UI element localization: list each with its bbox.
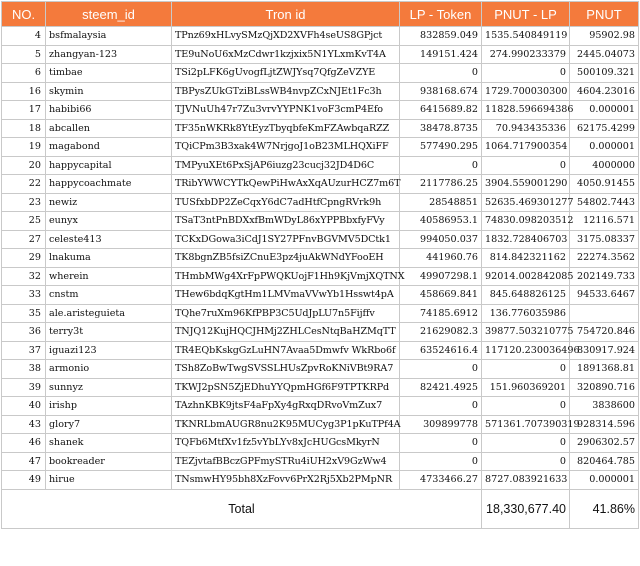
cell-no: 46: [2, 434, 46, 453]
cell-pnut-lp: 8727.083921633: [482, 471, 570, 490]
cell-steem-id: happycapital: [46, 156, 172, 175]
cell-no: 4: [2, 27, 46, 46]
cell-no: 29: [2, 249, 46, 268]
cell-tron-id: TK8bgnZB5fsiZCnuE3pz4juAkWNdYFooEH: [172, 249, 400, 268]
cell-tron-id: TPnz69xHLvySMzQjXD2XVFh4seUS8GPjct: [172, 27, 400, 46]
cell-tron-id: TBPysZUkGTziBLssWB4nvpZCxNJEt1Fc3h: [172, 82, 400, 101]
cell-no: 19: [2, 138, 46, 157]
cell-pnut: 95902.98: [570, 27, 639, 46]
table-body: [2, 27, 639, 490]
cell-pnut-lp: 0: [482, 397, 570, 416]
cell-tron-id: TCKxDGowa3iCdJ1SY27PFnvBGVMV5DCtk1: [172, 230, 400, 249]
cell-lp-token: 38478.8735: [400, 119, 482, 138]
cell-lp-token: 0: [400, 434, 482, 453]
header-row: [2, 2, 639, 27]
header-pnut: PNUT: [570, 2, 639, 27]
cell-steem-id: abcallen: [46, 119, 172, 138]
cell-lp-token: 458669.841: [400, 286, 482, 305]
cell-pnut: 820464.785: [570, 452, 639, 471]
cell-pnut-lp: 136.776035986: [482, 304, 570, 323]
cell-pnut: 54802.7443: [570, 193, 639, 212]
cell-no: 23: [2, 193, 46, 212]
cell-steem-id: lnakuma: [46, 249, 172, 268]
cell-pnut: 4000000: [570, 156, 639, 175]
cell-no: 37: [2, 341, 46, 360]
table-row: [2, 101, 639, 120]
cell-pnut: 94533.6467: [570, 286, 639, 305]
cell-lp-token: 0: [400, 452, 482, 471]
table-row: [2, 82, 639, 101]
cell-no: 27: [2, 230, 46, 249]
cell-lp-token: 2117786.25: [400, 175, 482, 194]
table-row: [2, 323, 639, 342]
cell-lp-token: 0: [400, 64, 482, 83]
cell-tron-id: TKWJ2pSN5ZjEDhuYYQpmHGf6F9TPTKRPd: [172, 378, 400, 397]
cell-pnut-lp: 571361.707390319: [482, 415, 570, 434]
cell-pnut-lp: 70.943435336: [482, 119, 570, 138]
cell-no: 32: [2, 267, 46, 286]
cell-lp-token: 0: [400, 360, 482, 379]
table-row: [2, 304, 639, 323]
cell-tron-id: TE9uNoU6xMzCdwr1kzjxix5N1YLxmKvT4A: [172, 45, 400, 64]
cell-pnut-lp: 117120.230036496: [482, 341, 570, 360]
cell-no: 18: [2, 119, 46, 138]
cell-no: 22: [2, 175, 46, 194]
cell-pnut-lp: 0: [482, 434, 570, 453]
cell-pnut: 62175.4299: [570, 119, 639, 138]
table-row: [2, 27, 639, 46]
cell-steem-id: bookreader: [46, 452, 172, 471]
cell-steem-id: eunyx: [46, 212, 172, 231]
header-pnut-lp: PNUT - LP: [482, 2, 570, 27]
table-row: [2, 341, 639, 360]
cell-pnut: 0.000001: [570, 138, 639, 157]
cell-lp-token: 4733466.27: [400, 471, 482, 490]
cell-no: 20: [2, 156, 46, 175]
cell-lp-token: 832859.049: [400, 27, 482, 46]
cell-pnut: 1891368.81: [570, 360, 639, 379]
cell-pnut-lp: 0: [482, 64, 570, 83]
cell-no: 35: [2, 304, 46, 323]
cell-steem-id: sunnyz: [46, 378, 172, 397]
cell-no: 38: [2, 360, 46, 379]
table-row: [2, 138, 639, 157]
cell-steem-id: skymin: [46, 82, 172, 101]
cell-steem-id: happycoachmate: [46, 175, 172, 194]
cell-steem-id: cnstm: [46, 286, 172, 305]
table-row: [2, 378, 639, 397]
cell-lp-token: 0: [400, 397, 482, 416]
cell-tron-id: TSh8ZoBwTwgSVSSLHUsZpvRoKNiVBt9RA7: [172, 360, 400, 379]
cell-no: 17: [2, 101, 46, 120]
cell-pnut: 928314.596: [570, 415, 639, 434]
total-pnut: 41.86%: [570, 489, 639, 528]
cell-no: 33: [2, 286, 46, 305]
cell-steem-id: ale.aristeguieta: [46, 304, 172, 323]
cell-pnut-lp: 39877.503210775: [482, 323, 570, 342]
cell-tron-id: TAzhnKBK9jtsF4aFpXy4gRxqDRvoVmZux7: [172, 397, 400, 416]
table-row: [2, 471, 639, 490]
cell-lp-token: 63524616.4: [400, 341, 482, 360]
cell-no: 36: [2, 323, 46, 342]
cell-steem-id: habibi66: [46, 101, 172, 120]
cell-tron-id: TR4EQbKskgGzLuHN7Avaa5Dmwfv WkRbo6f: [172, 341, 400, 360]
cell-pnut-lp: 52635.469301277: [482, 193, 570, 212]
pnut-lp-table: [1, 1, 639, 529]
cell-tron-id: TRibYWWCYTkQewPiHwAxXqAUzurHCZ7m6T: [172, 175, 400, 194]
table-row: [2, 64, 639, 83]
cell-no: 47: [2, 452, 46, 471]
cell-pnut: 2906302.57: [570, 434, 639, 453]
cell-lp-token: 21629082.3: [400, 323, 482, 342]
cell-steem-id: zhangyan-123: [46, 45, 172, 64]
cell-tron-id: TNsmwHY95bh8XzFovv6PrX2Rj5Xb2PMpNR: [172, 471, 400, 490]
table-row: [2, 397, 639, 416]
cell-lp-token: 441960.76: [400, 249, 482, 268]
cell-pnut-lp: 814.842321162: [482, 249, 570, 268]
cell-pnut: 0.000001: [570, 471, 639, 490]
cell-lp-token: 40586953.1: [400, 212, 482, 231]
table-row: [2, 193, 639, 212]
cell-no: 43: [2, 415, 46, 434]
cell-tron-id: THew6bdqKgtHm1LMVmaVVwYb1Hsswt4pA: [172, 286, 400, 305]
cell-no: 16: [2, 82, 46, 101]
cell-tron-id: TNJQ12KujHQCJHMj2ZHLCesNtqBaHZMqTT: [172, 323, 400, 342]
cell-pnut-lp: 845.648826125: [482, 286, 570, 305]
table-row: [2, 156, 639, 175]
table-row: [2, 45, 639, 64]
header-steem-id: steem_id: [46, 2, 172, 27]
table-row: [2, 175, 639, 194]
cell-pnut: 2445.04073: [570, 45, 639, 64]
cell-steem-id: newiz: [46, 193, 172, 212]
table-row: [2, 230, 639, 249]
total-pnut-lp: 18,330,677.40: [482, 489, 570, 528]
cell-tron-id: TQhe7ruXm96KfPBP3C5UdJpLU7n5Fijffv: [172, 304, 400, 323]
cell-tron-id: TSi2pLFK6gUvogfLjtZWJYsq7QfgZeVZYE: [172, 64, 400, 83]
cell-pnut: 4604.23016: [570, 82, 639, 101]
cell-pnut-lp: 1064.717900354: [482, 138, 570, 157]
cell-tron-id: TKNRLbmAUGR8nu2K95MUCyg3P1pKuTPf4A: [172, 415, 400, 434]
cell-steem-id: wherein: [46, 267, 172, 286]
header-no: NO.: [2, 2, 46, 27]
cell-pnut: 320890.716: [570, 378, 639, 397]
cell-pnut: 202149.733: [570, 267, 639, 286]
cell-steem-id: hirue: [46, 471, 172, 490]
cell-lp-token: 149151.424: [400, 45, 482, 64]
cell-tron-id: TMPyuXEt6PxSjAP6iuzg23cucj32JD4D6C: [172, 156, 400, 175]
header-tron-id: Tron id: [172, 2, 400, 27]
cell-lp-token: 6415689.82: [400, 101, 482, 120]
table-row: [2, 119, 639, 138]
cell-pnut-lp: 0: [482, 156, 570, 175]
cell-pnut: 22274.3562: [570, 249, 639, 268]
cell-no: 6: [2, 64, 46, 83]
table-row: [2, 249, 639, 268]
table-row: [2, 267, 639, 286]
cell-no: 25: [2, 212, 46, 231]
cell-steem-id: magabond: [46, 138, 172, 157]
cell-no: 40: [2, 397, 46, 416]
cell-pnut: 0.000001: [570, 101, 639, 120]
total-row: [2, 489, 639, 528]
cell-pnut: 12116.571: [570, 212, 639, 231]
cell-pnut: [570, 304, 639, 323]
cell-steem-id: bsfmalaysia: [46, 27, 172, 46]
cell-pnut: 830917.924: [570, 341, 639, 360]
cell-pnut-lp: 1535.540849119: [482, 27, 570, 46]
cell-pnut-lp: 3904.559001290: [482, 175, 570, 194]
table-row: [2, 452, 639, 471]
cell-pnut-lp: 92014.002842085: [482, 267, 570, 286]
cell-lp-token: 0: [400, 156, 482, 175]
cell-tron-id: TQFb6MtfXv1fz5vYbLYv8xJcHUGcsMkyrN: [172, 434, 400, 453]
cell-pnut-lp: 0: [482, 360, 570, 379]
cell-lp-token: 28548851: [400, 193, 482, 212]
cell-pnut: 500109.321: [570, 64, 639, 83]
cell-steem-id: glory7: [46, 415, 172, 434]
cell-steem-id: irishp: [46, 397, 172, 416]
cell-lp-token: 577490.295: [400, 138, 482, 157]
cell-tron-id: THmbMWg4XrFpPWQKUojF1Hh9KjVmjXQTNX: [172, 267, 400, 286]
table-row: [2, 415, 639, 434]
cell-lp-token: 74185.6912: [400, 304, 482, 323]
cell-steem-id: armonio: [46, 360, 172, 379]
table-row: [2, 212, 639, 231]
cell-tron-id: TUSfxbDP2ZeCqxY6dC7adHtfCpngRVrk9h: [172, 193, 400, 212]
cell-tron-id: TEZjvtafBBczGPFmySTRu4iUH2xV9GzWw4: [172, 452, 400, 471]
cell-lp-token: 309899778: [400, 415, 482, 434]
cell-steem-id: celeste413: [46, 230, 172, 249]
cell-pnut-lp: 151.960369201: [482, 378, 570, 397]
header-lp-token: LP - Token: [400, 2, 482, 27]
total-label: Total: [2, 489, 482, 528]
cell-tron-id: TSaT3ntPnBDXxfBmWDyL86xYPPBbxfyFVy: [172, 212, 400, 231]
cell-pnut: 754720.846: [570, 323, 639, 342]
cell-steem-id: shanek: [46, 434, 172, 453]
cell-lp-token: 82421.4925: [400, 378, 482, 397]
cell-pnut: 3838600: [570, 397, 639, 416]
cell-no: 49: [2, 471, 46, 490]
cell-steem-id: timbae: [46, 64, 172, 83]
cell-pnut-lp: 274.990233379: [482, 45, 570, 64]
cell-no: 5: [2, 45, 46, 64]
cell-tron-id: TJVNuUh47r7Zu3vrvYYPNK1voF3cmP4Efo: [172, 101, 400, 120]
cell-lp-token: 938168.674: [400, 82, 482, 101]
cell-pnut-lp: 1832.728406703: [482, 230, 570, 249]
cell-tron-id: TQiCPm3B3xak4W7NrjgoJ1oB23MLHQXiFF: [172, 138, 400, 157]
table-row: [2, 360, 639, 379]
cell-pnut: 4050.91455: [570, 175, 639, 194]
cell-pnut-lp: 0: [482, 452, 570, 471]
cell-lp-token: 49907298.1: [400, 267, 482, 286]
cell-pnut: 3175.08337: [570, 230, 639, 249]
cell-pnut-lp: 1729.700030300: [482, 82, 570, 101]
table-row: [2, 286, 639, 305]
cell-steem-id: terry3t: [46, 323, 172, 342]
cell-no: 39: [2, 378, 46, 397]
table-row: [2, 434, 639, 453]
cell-pnut-lp: 11828.596694386: [482, 101, 570, 120]
cell-pnut-lp: 74830.098203512: [482, 212, 570, 231]
cell-steem-id: iguazi123: [46, 341, 172, 360]
cell-lp-token: 994050.037: [400, 230, 482, 249]
cell-tron-id: TF35nWKRk8YtEyzTbyqbfeKmFZAwbqaRZZ: [172, 119, 400, 138]
